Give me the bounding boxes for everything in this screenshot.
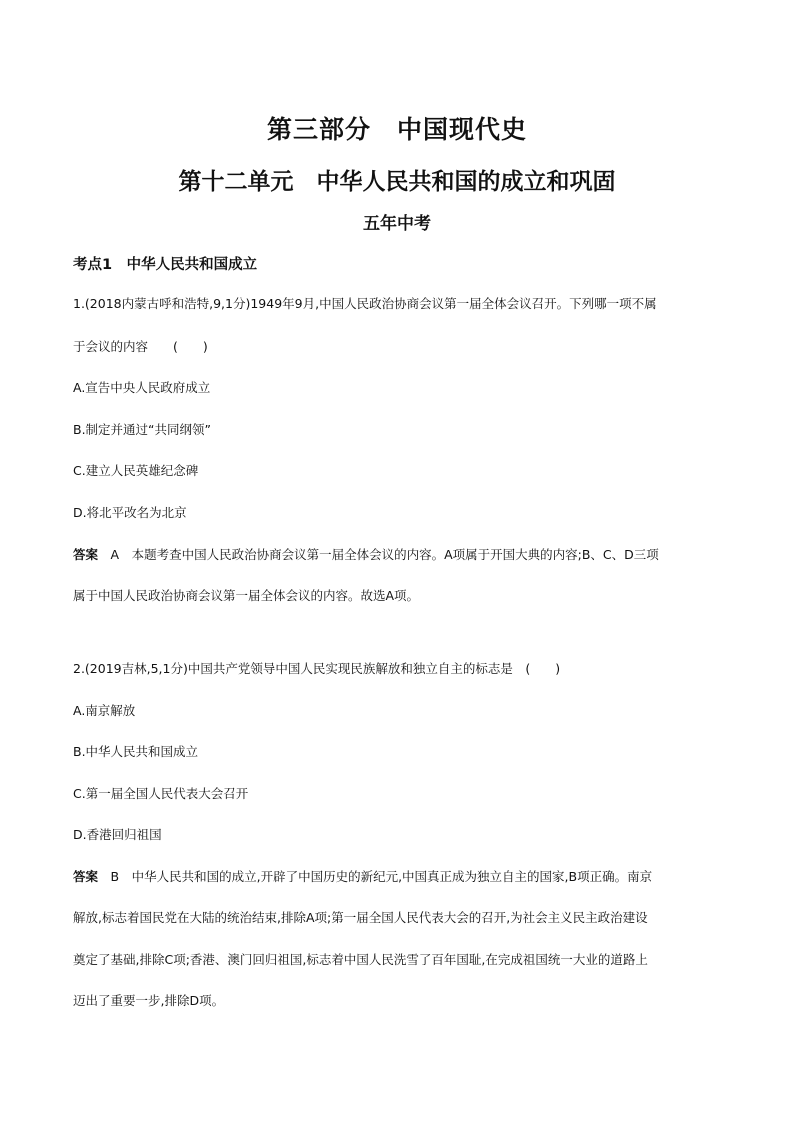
question-2-stem-line-1: 2.(2019吉林,5,1分)中国共产党领导中国人民实现民族解放和独立自主的标志是 ( ) bbox=[73, 661, 561, 676]
question-1-option-c: C.建立人民英雄纪念碑 bbox=[73, 463, 199, 478]
question-2-answer-line-3: 奠定了基础,排除C项;香港、澳门回归祖国,标志着中国人民洗雪了百年国耻,在完成祖国统一大业的道路上 bbox=[73, 952, 648, 967]
unit-title: 第十二单元 中华人民共和国的成立和巩固 bbox=[178, 169, 616, 195]
answer-text: B 中华人民共和国的成立,开辟了中国历史的新纪元,中国真正成为独立自主的国家,B项正确。南京 bbox=[98, 869, 653, 884]
part-title: 第三部分 中国现代史 bbox=[266, 115, 527, 144]
question-2-option-b: B.中华人民共和国成立 bbox=[73, 744, 199, 759]
question-1-option-a: A.宣告中央人民政府成立 bbox=[73, 380, 211, 395]
question-1-option-d: D.将北平改名为北京 bbox=[73, 505, 187, 520]
answer-label: 答案 bbox=[73, 547, 99, 562]
question-2-answer-line-2: 解放,标志着国民党在大陆的统治结束,排除A项;第一届全国人民代表大会的召开,为社会主义民主政治建设 bbox=[73, 910, 648, 925]
question-2-answer-line-1 bbox=[73, 868, 723, 886]
answer-text: A 本题考查中国人民政治协商会议第一届全体会议的内容。A项属于开国大典的内容;B、C、D三项 bbox=[98, 547, 659, 562]
section-subtitle: 五年中考 bbox=[363, 214, 431, 234]
question-2-option-a: A.南京解放 bbox=[73, 703, 136, 718]
question-2-answer-line-4: 迈出了重要一步,排除D项。 bbox=[73, 993, 225, 1008]
question-1-option-b: B.制定并通过“共同纲领” bbox=[73, 422, 212, 437]
question-2-option-c: C.第一届全国人民代表大会召开 bbox=[73, 786, 249, 801]
answer-label: 答案 bbox=[73, 869, 99, 884]
question-1-answer-line-1 bbox=[73, 546, 723, 564]
question-1-stem-line-2: 于会议的内容 ( ) bbox=[73, 339, 208, 354]
question-2-option-d: D.香港回归祖国 bbox=[73, 827, 162, 842]
question-1-answer-line-2: 属于中国人民政治协商会议第一届全体会议的内容。故选A项。 bbox=[73, 588, 420, 603]
kaodian-heading: 考点1 中华人民共和国成立 bbox=[73, 257, 258, 273]
question-1-stem-line-1: 1.(2018内蒙古呼和浩特,9,1分)1949年9月,中国人民政治协商会议第一届全体会议召开。下列哪一项不属 bbox=[73, 296, 657, 311]
